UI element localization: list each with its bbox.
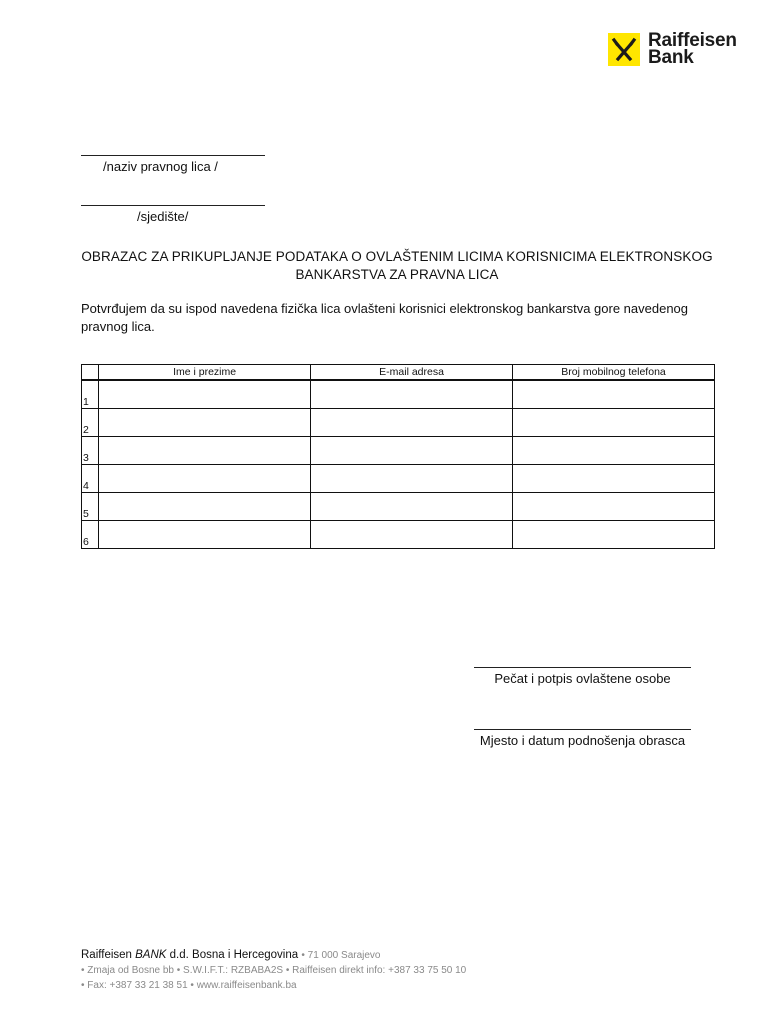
row-number: 2	[82, 409, 99, 437]
phone-cell[interactable]	[513, 493, 715, 521]
footer	[81, 948, 466, 993]
name-cell[interactable]	[99, 521, 311, 549]
footer-company-line	[81, 948, 466, 963]
intro-text: Potvrđujem da su ispod navedena fizička lica ovlašteni korisnici elektronskog bankarstva gore navedenog pravnog lica.	[81, 301, 689, 334]
place-date-line[interactable]	[474, 729, 691, 730]
row-number: 5	[82, 493, 99, 521]
table-row	[82, 465, 715, 493]
name-cell[interactable]	[99, 493, 311, 521]
table-row	[82, 380, 715, 409]
raiffeisen-logo	[608, 32, 737, 66]
row-number: 6	[82, 521, 99, 549]
phone-cell[interactable]	[513, 465, 715, 493]
table-header-row	[82, 365, 715, 381]
table-row	[82, 437, 715, 465]
logo-line-2: Bank	[648, 47, 694, 68]
email-cell[interactable]	[311, 409, 513, 437]
email-cell[interactable]	[311, 437, 513, 465]
email-cell[interactable]	[311, 465, 513, 493]
form-title	[60, 248, 734, 284]
sjediste-fill-line[interactable]	[81, 205, 265, 206]
raiffeisen-gable-cross-icon	[608, 33, 640, 66]
form-title-line-2: BANKARSTVA ZA PRAVNA LICA	[295, 267, 499, 282]
email-cell[interactable]	[311, 493, 513, 521]
logo-wordmark	[648, 32, 737, 66]
form-title-line-1: OBRAZAC ZA PRIKUPLJANJE PODATAKA O OVLAŠTENIM LICIMA KORISNICIMA ELEKTRONSKOG	[81, 249, 713, 264]
sjediste-label: /sjedište/	[137, 209, 189, 224]
header-email: E-mail adresa	[311, 365, 513, 381]
header-name: Ime i prezime	[99, 365, 311, 381]
name-cell[interactable]	[99, 380, 311, 409]
naziv-label: /naziv pravnog lica /	[103, 159, 218, 174]
name-cell[interactable]	[99, 437, 311, 465]
footer-address-line: • Zmaja od Bosne bb • S.W.I.F.T.: RZBABA2S • Raiffeisen direkt info: +387 33 75 50 10	[81, 965, 467, 976]
stamp-signature-label: Pečat i potpis ovlaštene osobe	[494, 671, 671, 686]
footer-company-rest: d.d. Bosna i Hercegovina	[166, 949, 299, 961]
row-number: 3	[82, 437, 99, 465]
phone-cell[interactable]	[513, 437, 715, 465]
footer-company-italic: BANK	[135, 949, 167, 961]
row-number: 4	[82, 465, 99, 493]
email-cell[interactable]	[311, 521, 513, 549]
place-date-label: Mjesto i datum podnošenja obrasca	[479, 733, 686, 748]
phone-cell[interactable]	[513, 521, 715, 549]
naziv-fill-line[interactable]	[81, 155, 265, 156]
footer-contact-line: • Fax: +387 33 21 38 51 • www.raiffeisenbank.ba	[81, 980, 297, 991]
footer-city: • 71 000 Sarajevo	[301, 950, 381, 961]
users-table	[81, 364, 715, 549]
name-cell[interactable]	[99, 465, 311, 493]
phone-cell[interactable]	[513, 380, 715, 409]
logo-line-1: Raiffeisen	[648, 30, 737, 51]
table-row	[82, 493, 715, 521]
name-cell[interactable]	[99, 409, 311, 437]
footer-company-prefix: Raiffeisen	[81, 949, 136, 961]
header-phone: Broj mobilnog telefona	[513, 365, 715, 381]
header-number	[82, 365, 99, 381]
table-row	[82, 521, 715, 549]
phone-cell[interactable]	[513, 409, 715, 437]
row-number: 1	[82, 380, 99, 409]
table-row	[82, 409, 715, 437]
stamp-signature-line[interactable]	[474, 667, 691, 668]
email-cell[interactable]	[311, 380, 513, 409]
